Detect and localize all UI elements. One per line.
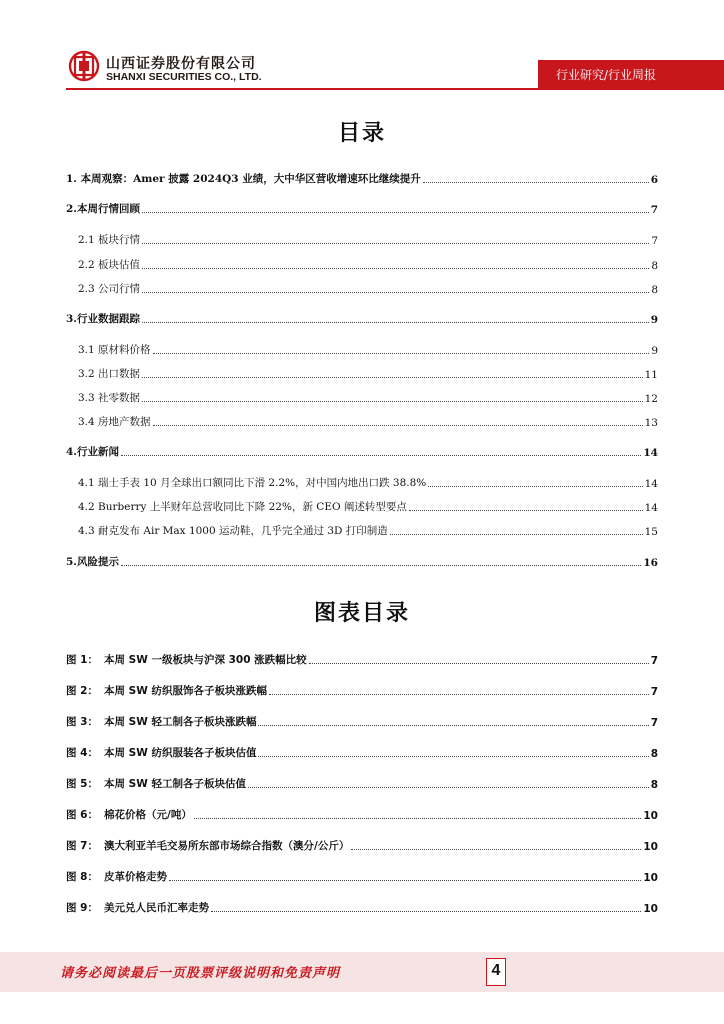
figure-entry[interactable] (66, 837, 658, 853)
figure-entry-page: 8 (650, 748, 658, 760)
leader-dots (258, 755, 648, 757)
toc-entry-page: 8 (651, 284, 658, 296)
leader-dots (169, 879, 641, 881)
toc-entry-page: 9 (651, 345, 658, 357)
leader-dots (142, 321, 649, 323)
leader-dots (121, 454, 641, 456)
figure-list-title: 图表目录 (313, 601, 410, 626)
leader-dots (351, 848, 641, 850)
leader-dots (258, 724, 648, 726)
toc-entry-page: 12 (644, 393, 658, 405)
toc-entry[interactable] (78, 498, 658, 514)
figure-entry-number: 图 6： (66, 809, 98, 821)
figure-entry-number: 图 4： (66, 747, 98, 759)
toc-entry[interactable] (78, 365, 658, 381)
leader-dots (409, 509, 643, 511)
toc-entry-text: 3.4 房地产数据 (78, 416, 151, 428)
toc-entry-text: 4.3 耐克发布 Air Max 1000 运动鞋，几乎完全通过 3D 打印制造 (78, 525, 388, 537)
toc-entry-page: 14 (644, 478, 658, 490)
toc-entry[interactable] (66, 200, 658, 216)
toc-entry-page: 9 (650, 314, 658, 326)
toc-entry[interactable] (78, 231, 658, 247)
figure-entry-text: 棉花价格（元/吨） (104, 809, 192, 821)
figure-entry-text: 皮革价格走势 (104, 871, 167, 883)
toc-entry-text: 2.1 板块行情 (78, 234, 141, 246)
figure-entry-page: 10 (643, 872, 658, 884)
figure-entry[interactable] (66, 713, 658, 729)
toc-entry-page: 7 (651, 235, 658, 247)
figure-entry-text: 本周 SW 轻工制各子板块估值 (104, 778, 246, 790)
leader-dots (142, 400, 643, 402)
figure-entry-text: 本周 SW 纺织服饰各子板块涨跌幅 (104, 685, 267, 697)
leader-dots (153, 424, 643, 426)
toc-entry[interactable] (78, 341, 658, 357)
company-name-cn: 山西证券股份有限公司 (106, 56, 256, 72)
toc-entry-page: 8 (651, 260, 658, 272)
figure-entry[interactable] (66, 651, 658, 667)
figure-entry-text: 本周 SW 轻工制各子板块涨跌幅 (104, 716, 257, 728)
figure-entry[interactable] (66, 744, 658, 760)
figure-entry-page: 10 (643, 810, 658, 822)
header-divider (66, 88, 724, 90)
company-name-en: SHANXI SECURITIES CO., LTD. (106, 71, 262, 83)
figure-entry-page: 10 (643, 841, 658, 853)
leader-dots (142, 291, 649, 293)
leader-dots (390, 533, 643, 535)
leader-dots (428, 485, 642, 487)
toc-entry[interactable] (66, 443, 658, 459)
toc-entry[interactable] (78, 256, 658, 272)
toc-entry-text: 3.3 社零数据 (78, 392, 141, 404)
figure-entry-number: 图 1： (66, 654, 98, 666)
figure-entry-text: 本周 SW 纺织服装各子板块估值 (104, 747, 257, 759)
toc-entry-text: 3.1 原材料价格 (78, 344, 151, 356)
toc-entry-text: 4.2 Burberry 上半财年总营收同比下降 22%，新 CEO 阐述转型要点 (78, 501, 407, 513)
toc-entry[interactable] (78, 474, 658, 490)
toc-entry-text: 4.1 瑞士手表 10 月全球出口额同比下滑 2.2%，对中国内地出口跌 38.8% (78, 477, 427, 489)
toc-entry-text: 4.行业新闻 (66, 446, 119, 458)
toc-entry-page: 13 (644, 417, 658, 429)
figure-entry-page: 8 (650, 779, 658, 791)
toc-entry-page: 16 (643, 557, 658, 569)
toc-entry-page: 7 (650, 204, 658, 216)
figure-entry-text: 美元兑人民币汇率走势 (104, 902, 209, 914)
figure-entry[interactable] (66, 775, 658, 791)
toc-entry-text: 3.行业数据跟踪 (66, 313, 140, 325)
toc-entry-text: 2.本周行情回顾 (66, 203, 140, 215)
figure-entry-page: 7 (650, 686, 658, 698)
figure-entry-number: 图 5： (66, 778, 98, 790)
figure-entry-number: 图 3： (66, 716, 98, 728)
toc-title: 目录 (337, 121, 386, 146)
figure-entry-number: 图 8： (66, 871, 98, 883)
report-category-banner (538, 60, 724, 88)
footer-disclaimer: 请务必阅读最后一页股票评级说明和免责声明 (60, 966, 341, 981)
leader-dots (211, 910, 641, 912)
leader-dots (142, 267, 649, 269)
page-number: 4 (491, 962, 501, 979)
leader-dots (142, 376, 643, 378)
figure-entry-number: 图 9： (66, 902, 98, 914)
company-logo-icon (68, 50, 100, 82)
toc-entry[interactable] (66, 553, 658, 569)
figure-entry[interactable] (66, 899, 658, 915)
figure-entry-page: 7 (650, 655, 658, 667)
toc-entry-page: 6 (650, 174, 658, 186)
page-number-box (486, 958, 506, 986)
page-header (0, 0, 724, 100)
toc-entry[interactable] (78, 389, 658, 405)
report-category: 行业研究/行业周报 (556, 68, 657, 82)
toc-entry[interactable] (78, 413, 658, 429)
toc-entry-text: 3.2 出口数据 (78, 368, 141, 380)
leader-dots (248, 786, 649, 788)
figure-entry-text: 本周 SW 一级板块与沪深 300 涨跌幅比较 (104, 654, 307, 666)
toc-entry-page: 14 (643, 447, 658, 459)
leader-dots (269, 693, 649, 695)
toc-entry-text: 5.风险提示 (66, 556, 119, 568)
figure-entry[interactable] (66, 806, 658, 822)
leader-dots (153, 352, 650, 354)
toc-entry-page: 11 (644, 369, 658, 381)
figure-entry-number: 图 2： (66, 685, 98, 697)
leader-dots (121, 564, 641, 566)
leader-dots (194, 817, 642, 819)
figure-entry-number: 图 7： (66, 840, 98, 852)
leader-dots (142, 211, 649, 213)
leader-dots (142, 242, 649, 244)
toc-entry[interactable] (78, 522, 658, 538)
toc-entry[interactable] (78, 280, 658, 296)
toc-entry[interactable] (66, 310, 658, 326)
toc-entry-text: 1. 本周观察：Amer 披露 2024Q3 业绩，大中华区营收增速环比继续提升 (66, 173, 421, 185)
figure-entry-text: 澳大利亚羊毛交易所东部市场综合指数（澳分/公斤） (104, 840, 350, 852)
figure-entry[interactable] (66, 682, 658, 698)
figure-entry-page: 10 (643, 903, 658, 915)
toc-entry-page: 15 (644, 526, 658, 538)
leader-dots (423, 181, 649, 183)
toc-entry-text: 2.3 公司行情 (78, 283, 141, 295)
figure-entry-page: 7 (650, 717, 658, 729)
toc-entry-text: 2.2 板块估值 (78, 259, 141, 271)
toc-entry-page: 14 (644, 502, 658, 514)
leader-dots (309, 662, 649, 664)
toc-entry[interactable] (66, 170, 658, 186)
figure-entry[interactable] (66, 868, 658, 884)
